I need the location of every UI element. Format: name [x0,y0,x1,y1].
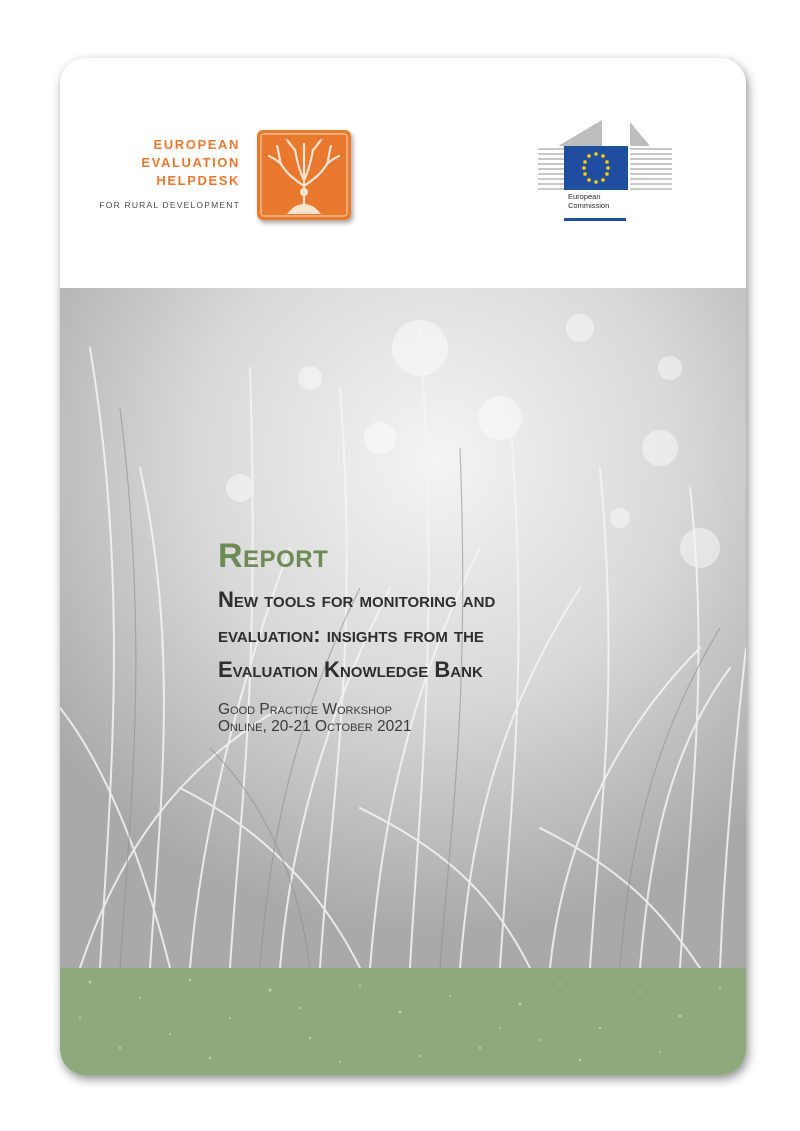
cover-header [60,58,746,288]
event-name: Good Practice Workshop [218,701,392,718]
helpdesk-subline: FOR RURAL DEVELOPMENT [99,200,240,210]
helpdesk-name-line1: EUROPEAN [153,137,240,152]
report-title-block [218,536,718,735]
event-date: Online, 20-21 October 2021 [218,718,412,735]
commission-name-line1: European [568,192,601,201]
commission-name-line2: Commission [568,201,610,210]
tree-icon [257,130,351,220]
report-title-line2: evaluation: insights from the [218,622,484,647]
report-title [218,582,688,687]
footer-band [60,968,746,1075]
event-info [218,701,718,735]
helpdesk-name-line3: HELPDESK [156,173,240,188]
helpdesk-name [100,136,240,190]
helpdesk-name-line2: EVALUATION [141,155,240,170]
report-cover [60,58,746,1075]
commission-name [568,192,638,210]
report-label: Report [218,537,329,575]
report-title-line1: New tools for monitoring and [218,587,496,612]
report-title-line3: Evaluation Knowledge Bank [218,657,483,682]
